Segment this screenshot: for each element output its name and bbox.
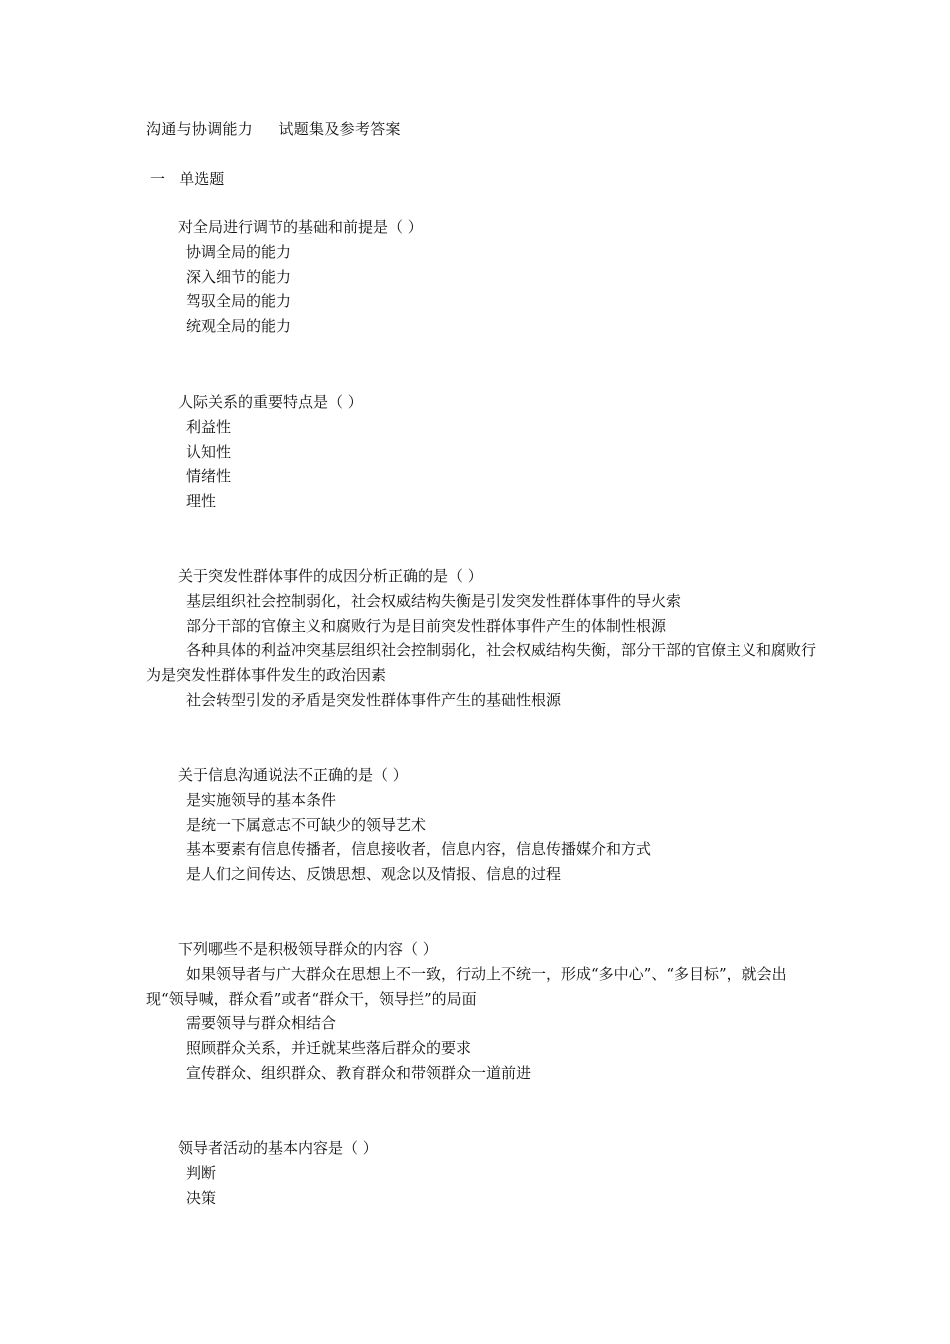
option-d: 是人们之间传达、反馈思想、观念以及情报、信息的过程: [186, 865, 562, 884]
option-a: 基层组织社会控制弱化，社会权威结构失衡是引发突发性群体事件的导火索: [186, 591, 682, 610]
question-1: [146, 215, 816, 339]
option-d: 宣传群众、组织群众、教育群众和带领群众一道前进: [186, 1063, 532, 1082]
question-2: [146, 390, 816, 514]
option-a: 判断: [186, 1163, 217, 1182]
question-stem: 下列哪些不是积极领导群众的内容（ ）: [178, 940, 438, 958]
option-b: 决策: [186, 1188, 217, 1207]
option-c: 驾驭全局的能力: [186, 292, 292, 311]
option-b: 深入细节的能力: [186, 267, 292, 286]
option-c: 情绪性: [186, 467, 232, 486]
question-stem: 对全局进行调节的基础和前提是（ ）: [178, 218, 423, 236]
section-heading: 一 单选题: [150, 170, 225, 188]
option-d: 社会转型引发的矛盾是突发性群体事件产生的基础性根源: [186, 690, 562, 709]
option-c: 各种具体的利益冲突基层组织社会控制弱化，社会权威结构失衡，部分干部的官僚主义和腐败行为是突发性群体事件发生的政治因素: [146, 641, 817, 685]
option-c: 基本要素有信息传播者，信息接收者，信息内容，信息传播媒介和方式: [186, 840, 652, 859]
question-stem: 人际关系的重要特点是（ ）: [178, 393, 363, 411]
question-stem: 领导者活动的基本内容是（ ）: [178, 1139, 378, 1157]
document-title: 沟通与协调能力 试题集及参考答案: [146, 120, 401, 138]
option-b: 认知性: [186, 442, 232, 461]
question-stem: 关于突发性群体事件的成因分析正确的是（ ）: [178, 567, 483, 585]
option-b: 是统一下属意志不可缺少的领导艺术: [186, 815, 427, 834]
option-d: 理性: [186, 492, 217, 511]
option-a: 利益性: [186, 417, 232, 436]
option-b: 需要领导与群众相结合: [186, 1014, 337, 1033]
option-a: 如果领导者与广大群众在思想上不一致，行动上不统一，形成“多中心”、“多目标”，就会出现“领导喊，群众看”或者“群众干，领导拦”的局面: [146, 964, 787, 1008]
option-c: 照顾群众关系，并迁就某些落后群众的要求: [186, 1039, 472, 1058]
question-stem: 关于信息沟通说法不正确的是（ ）: [178, 766, 408, 784]
question-6: [146, 1136, 816, 1210]
question-3: [146, 564, 816, 713]
question-5: [146, 937, 816, 1086]
option-b: 部分干部的官僚主义和腐败行为是目前突发性群体事件产生的体制性根源: [186, 616, 667, 635]
option-a: 是实施领导的基本条件: [186, 790, 337, 809]
option-d: 统观全局的能力: [186, 317, 292, 336]
option-a: 协调全局的能力: [186, 242, 292, 261]
question-4: [146, 763, 816, 887]
